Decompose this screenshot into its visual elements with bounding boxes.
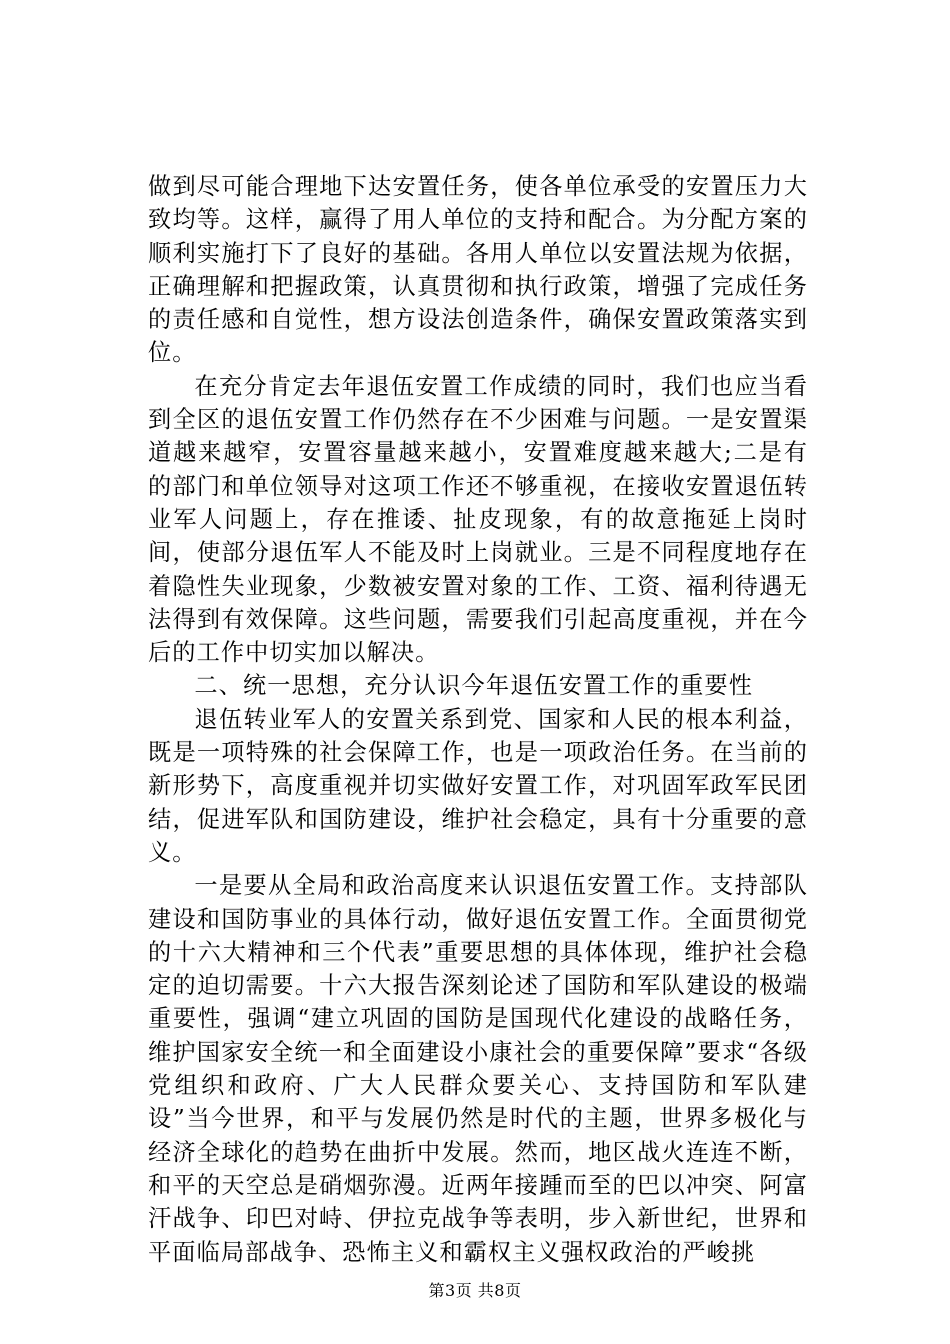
paragraph-point-one: 一是要从全局和政治高度来认识退伍安置工作。支持部队建设和国防事业的具体行动，做好退伍安置工作。全面贯彻党的十六大精神和三个代表”重要思想的具体体现，维护社会稳定的迫切需要。十六大报告深刻论述了国防和军队建设的极端重要性，强调“建立巩固的国防是国现代化建设的战略任务，维护国家安全统一和全面建设小康社会的重要保障”要求“各级党组织和政府、广大人民群众要关心、支持国防和军队建设”当今世界，和平与发展仍然是时代的主题，世界多极化与经济全球化的趋势在曲折中发展。然而，地区战火连连不断，和平的天空总是硝烟弥漫。近两年接踵而至的巴以冲突、阿富汗战争、印巴对峙、伊拉克战争等表明，步入新世纪，世界和平面临局部战争、恐怖主义和霸权主义强权政治的严峻挑	[148, 872, 808, 1266]
paragraph-continuation: 做到尽可能合理地下达安置任务，使各单位承受的安置压力大致均等。这样，赢得了用人单位的支持和配合。为分配方案的顺利实施打下了良好的基础。各用人单位以安置法规为依据，正确理解和把握政策，认真贯彻和执行政策，增强了完成任务的责任感和自觉性，想方设法创造条件，确保安置政策落实到位。	[148, 173, 808, 367]
page-number-footer: 第3页 共8页	[428, 1281, 522, 1300]
document-body	[148, 170, 808, 1269]
paragraph-importance: 退伍转业军人的安置关系到党、国家和人民的根本利益，既是一项特殊的社会保障工作，也是一项政治任务。在当前的新形势下，高度重视并切实做好安置工作，对巩固军政军民团结，促进军队和国防建设，维护社会稳定，具有十分重要的意义。	[148, 705, 808, 866]
paragraph-problems: 在充分肯定去年退伍安置工作成绩的同时，我们也应当看到全区的退伍安置工作仍然存在不少困难与问题。一是安置渠道越来越窄，安置容量越来越小，安置难度越来越大;二是有的部门和单位领导对这项工作还不够重视，在接收安置退伍转业军人问题上，存在推诿、扯皮现象，有的故意拖延上岗时间，使部分退伍军人不能及时上岗就业。三是不同程度地存在着隐性失业现象，少数被安置对象的工作、工资、福利待遇无法得到有效保障。这些问题，需要我们引起高度重视，并在今后的工作中切实加以解决。	[148, 372, 808, 667]
section-heading: 二、统一思想，充分认识今年退伍安置工作的重要性	[194, 672, 754, 700]
